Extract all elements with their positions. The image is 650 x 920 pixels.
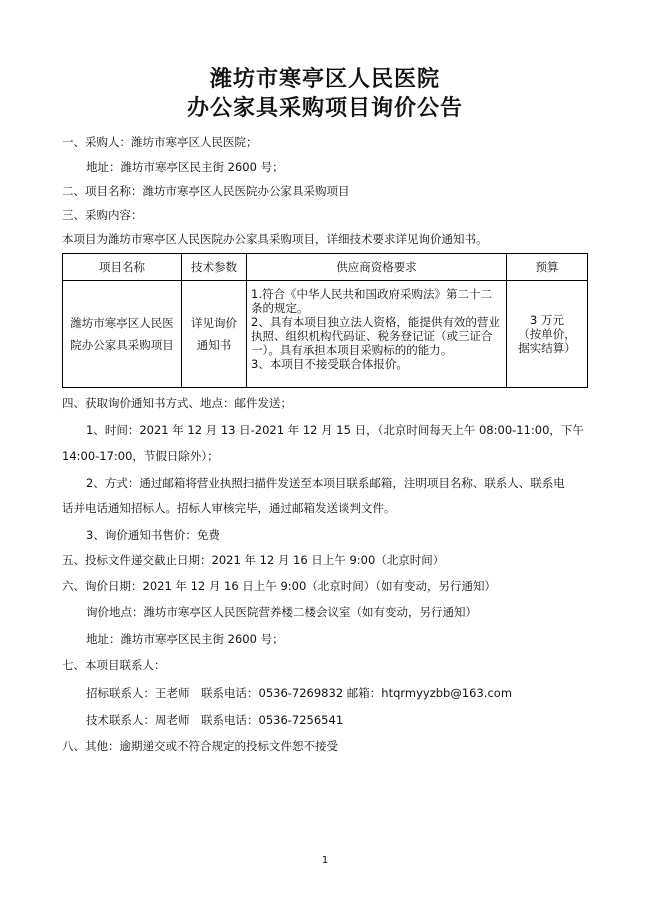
section-purchaser: 一、采购人：潍坊市寒亭区人民医院； [62, 135, 258, 149]
project-name-line-1: 潍坊市寒亭区人民医 [70, 316, 174, 330]
requirement-1: 1.符合《中华人民共和国政府采购法》第二十二条的规定。 [251, 287, 492, 315]
section-other: 八、其他：逾期递交或不符合规定的投标文件恕不接受 [62, 739, 338, 753]
budget-amount: 3 万元 [530, 313, 564, 327]
obtain-time-line-2: 14:00-17:00，节假日除外）； [62, 449, 219, 463]
section-contacts: 七、本项目联系人： [62, 658, 166, 672]
cell-budget [507, 281, 588, 388]
header-supplier-requirements: 供应商资格要求 [247, 254, 507, 281]
cell-tech-params [182, 281, 247, 388]
cell-supplier-requirements [247, 281, 507, 388]
obtain-time-line-1: 1、时间：2021 年 12 月 13 日-2021 年 12 月 15 日，（北京时间每天上午 08:00-11:00，下午 [86, 423, 584, 437]
obtain-method-line-2: 话并电话通知招标人。招标人审核完毕，通过邮箱发送谈判文件。 [62, 501, 396, 515]
section-inquiry-date: 六、询价日期：2021 年 12 月 16 日上午 9:00（北京时间）（如有变动，另行通知） [62, 579, 497, 593]
cell-project-name [63, 281, 182, 388]
tech-line-2: 通知书 [196, 338, 232, 352]
section-project-name: 二、项目名称：潍坊市寒亭区人民医院办公家具采购项目 [62, 184, 350, 198]
content-description: 本项目为潍坊市寒亭区人民医院办公家具采购项目，详细技术要求详见询价通知书。 [62, 232, 488, 246]
bid-contact: 招标联系人：王老师 联系电话：0536-7269832 邮箱：htqrmyyzbb@163.com [86, 686, 513, 700]
header-project-name: 项目名称 [63, 254, 182, 281]
obtain-method-line-1: 2、方式：通过邮箱将营业执照扫描件发送至本项目联系邮箱，注明项目名称、联系人、联系电 [86, 476, 565, 490]
notice-price: 3、询价通知书售价：免费 [86, 528, 220, 542]
purchaser-address: 地址：潍坊市寒亭区民主街 2600 号； [86, 160, 284, 174]
inquiry-address: 地址：潍坊市寒亭区民主街 2600 号； [86, 632, 284, 646]
title-line-1: 潍坊市寒亭区人民医院 [209, 66, 440, 92]
tech-line-1: 详见询价 [191, 316, 237, 330]
header-tech-params: 技术参数 [182, 254, 247, 281]
requirement-3: 3、本项目不接受联合体报价。 [251, 357, 408, 371]
budget-note-1: （按单价， [518, 327, 576, 341]
section-deadline: 五、投标文件递交截止日期：2021 年 12 月 16 日上午 9:00（北京时间） [62, 553, 445, 567]
requirement-2: 2、具有本项目独立法人资格，能提供有效的营业执照、组织机构代码证、税务登记证（或三证合一）。具有承担本项目采购标的的能力。 [251, 315, 500, 357]
requirements-table [62, 253, 588, 388]
table-row [63, 281, 588, 388]
budget-note-2: 据实结算） [518, 341, 576, 355]
title-line-2: 办公家具采购项目询价公告 [186, 95, 463, 121]
inquiry-place: 询价地点：潍坊市寒亭区人民医院营养楼二楼会议室（如有变动，另行通知） [86, 605, 477, 619]
page-number: 1 [321, 855, 329, 866]
section-content: 三、采购内容： [62, 208, 143, 222]
section-obtain-notice: 四、获取询价通知书方式、地点：邮件发送； [62, 396, 292, 410]
project-name-line-2: 院办公家具采购项目 [70, 338, 174, 352]
header-budget: 预算 [507, 254, 588, 281]
tech-contact: 技术联系人：周老师 联系电话：0536-7256541 [86, 713, 344, 727]
table-header-row [63, 254, 588, 281]
